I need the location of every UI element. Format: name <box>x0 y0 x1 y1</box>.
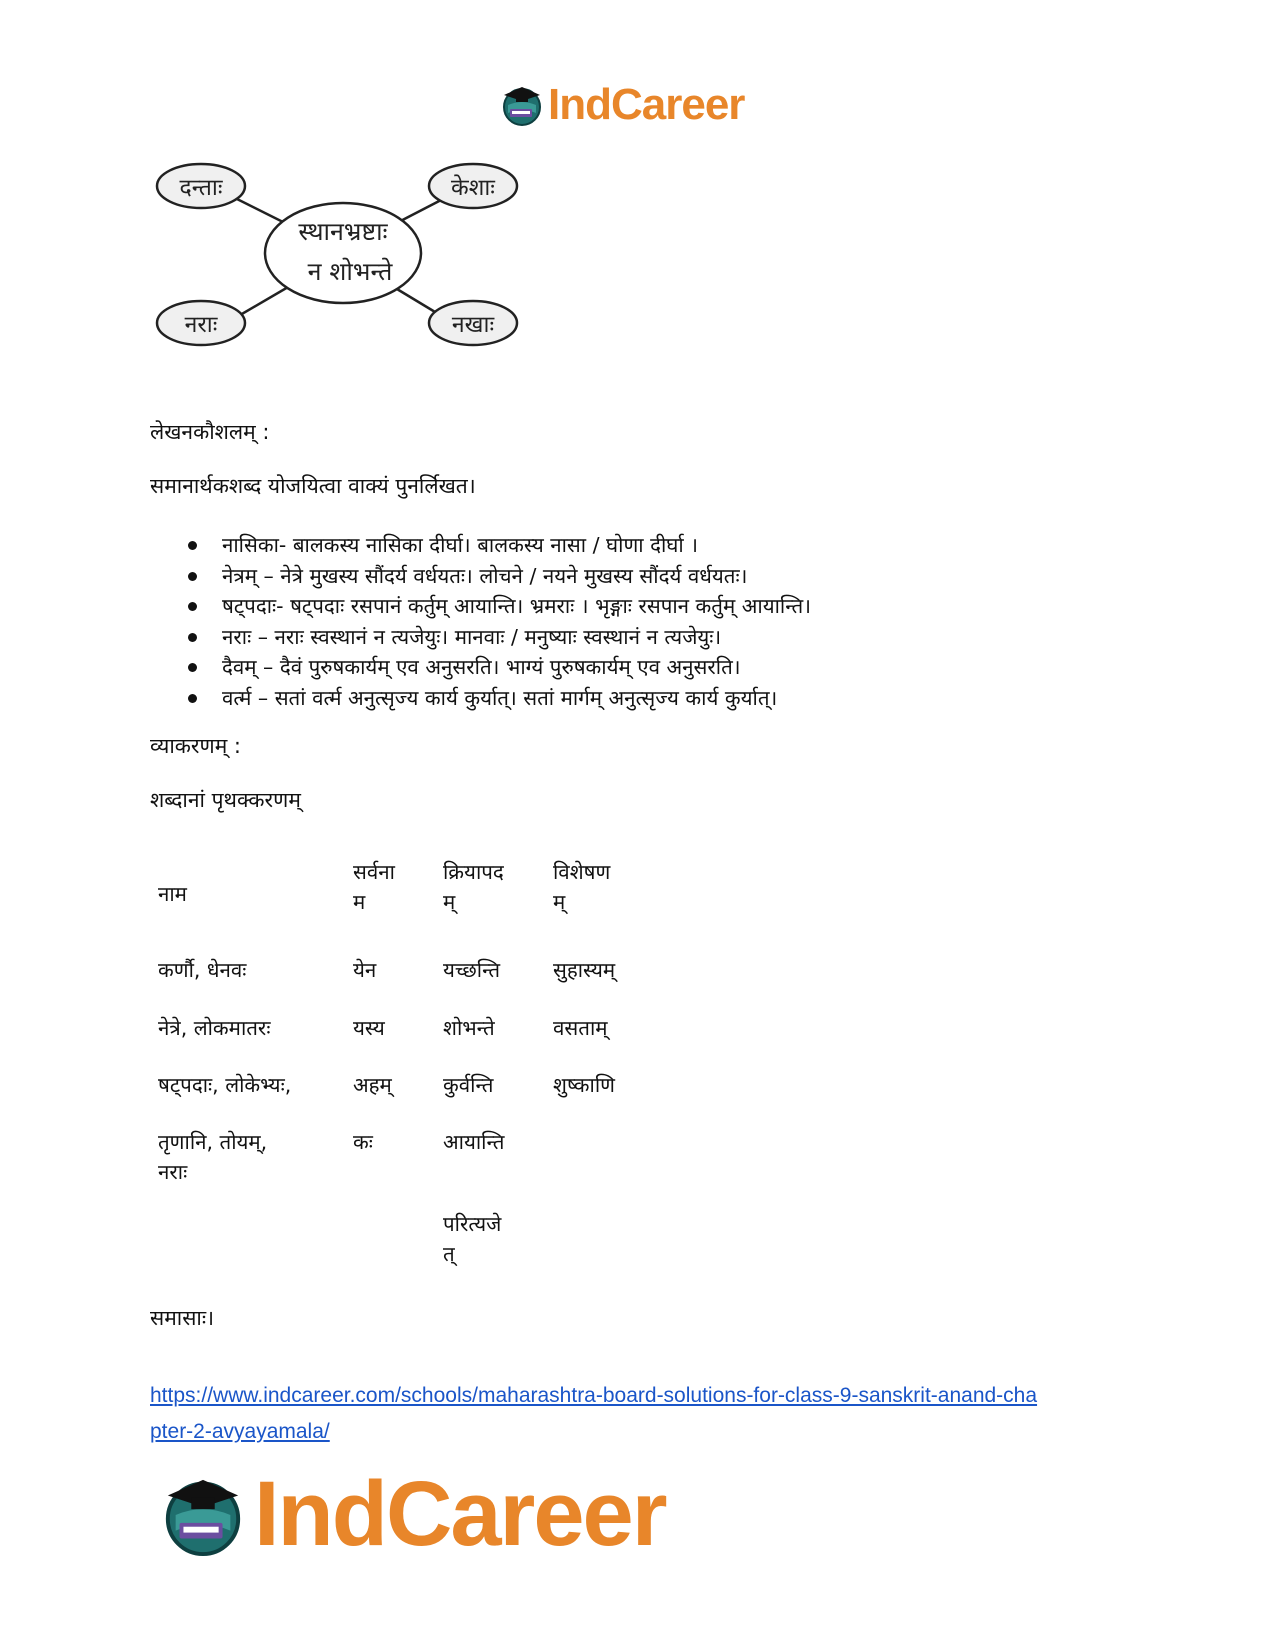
section-heading-vyakaran: व्याकरणम् : <box>150 734 242 758</box>
indcareer-logo-top <box>500 80 744 130</box>
header-naam: नाम <box>158 882 187 906</box>
node-top-right: केशाः <box>451 175 495 201</box>
logo-text: IndCareer <box>548 80 745 129</box>
link-line-2[interactable]: pter-2-avyayamala/ <box>150 1420 330 1443</box>
list-item: नासिका- बालकस्य नासिका दीर्घा। बालकस्य नासा / घोणा दीर्घा । <box>150 530 811 561</box>
table-cell: कः <box>353 1130 373 1154</box>
indcareer-logo-bottom <box>160 1462 666 1567</box>
table-cell: त् <box>443 1242 455 1266</box>
list-item: वर्त्म – सतां वर्त्म अनुत्सृज्य कार्य कुर्यात्। सतां मार्गम् अनुत्सृज्य कार्य कुर्यात्। <box>150 683 811 714</box>
table-cell: षट्पदाः, लोकेभ्यः, <box>158 1073 292 1097</box>
graduation-cap-globe-icon <box>500 83 544 127</box>
center-line-2: न शोभन्ते <box>307 257 393 286</box>
bullet-icon <box>188 602 197 611</box>
table-cell: परित्यजे <box>443 1212 502 1236</box>
list-item: दैवम् – दैवं पुरुषकार्यम् एव अनुसरति। भाग्यं पुरुषकार्यम् एव अनुसरति। <box>150 652 811 683</box>
table-cell: शुष्काणि <box>553 1073 615 1097</box>
section-heading-samasa: समासाः। <box>150 1306 215 1330</box>
logo-text: IndCareer <box>254 1463 666 1565</box>
table-cell: यस्य <box>353 1016 385 1040</box>
table-cell: सुहास्यम् <box>553 958 616 982</box>
header-sarvanaam-line2: म <box>353 890 366 914</box>
table-cell: अहम् <box>353 1073 392 1097</box>
table-cell: तृणानि, तोयम्, <box>158 1130 268 1154</box>
table-cell: आयान्ति <box>443 1130 505 1154</box>
source-link[interactable] <box>150 1378 1110 1450</box>
list-item: षट्पदाः- षट्पदाः रसपानं कर्तुम् आयान्ति। भ्रमराः । भृङ्गाः रसपान कर्तुम् आयान्ति। <box>150 591 811 622</box>
link-line-1[interactable]: https://www.indcareer.com/schools/maharashtra-board-solutions-for-class-9-sanskrit-anand-cha <box>150 1384 1038 1407</box>
bullet-icon <box>188 663 197 672</box>
synonym-list <box>150 530 811 713</box>
bullet-icon <box>188 572 197 581</box>
center-line-1: स्थानभ्रष्टाः <box>298 217 388 246</box>
table-cell: कर्णौ, धेनवः <box>158 958 247 982</box>
node-bottom-right: नखाः <box>451 312 495 338</box>
node-top-left: दन्ताः <box>179 175 223 201</box>
header-visheshan-line1: विशेषण <box>553 860 611 884</box>
list-item: नराः – नराः स्वस्थानं न त्यजेयुः। मानवाः / मनुष्याः स्वस्थानं न त्यजेयुः। <box>150 622 811 653</box>
bullet-icon <box>188 541 197 550</box>
instruction-text: समानार्थकशब्द योजयित्वा वाक्यं पुनर्लिखत। <box>150 474 476 498</box>
node-bottom-left: नराः <box>184 312 218 338</box>
header-visheshan-line2: म् <box>553 890 566 914</box>
bullet-icon <box>188 633 197 642</box>
table-cell: यच्छन्ति <box>443 958 501 982</box>
section-heading-lekhan: लेखनकौशलम् : <box>150 420 270 444</box>
graduation-cap-globe-icon <box>160 1472 246 1558</box>
bullet-icon <box>188 694 197 703</box>
table-cell: नेत्रे, लोकमातरः <box>158 1016 271 1040</box>
table-cell: वसताम् <box>553 1016 608 1040</box>
subheading-prithakkaranam: शब्दानां पृथक्करणम् <box>150 788 301 812</box>
list-item: नेत्रम् – नेत्रे मुखस्य सौंदर्य वर्धयतः। लोचने / नयने मुखस्य सौंदर्य वर्धयतः। <box>150 561 811 592</box>
header-sarvanaam-line1: सर्वना <box>353 860 395 884</box>
mind-map-diagram <box>155 158 555 378</box>
header-kriyapad-line1: क्रियापद <box>443 860 504 884</box>
table-cell: येन <box>353 958 377 982</box>
table-cell: शोभन्ते <box>443 1016 495 1040</box>
table-cell: कुर्वन्ति <box>443 1073 494 1097</box>
header-kriyapad-line2: म् <box>443 890 456 914</box>
table-cell: नराः <box>158 1160 188 1184</box>
